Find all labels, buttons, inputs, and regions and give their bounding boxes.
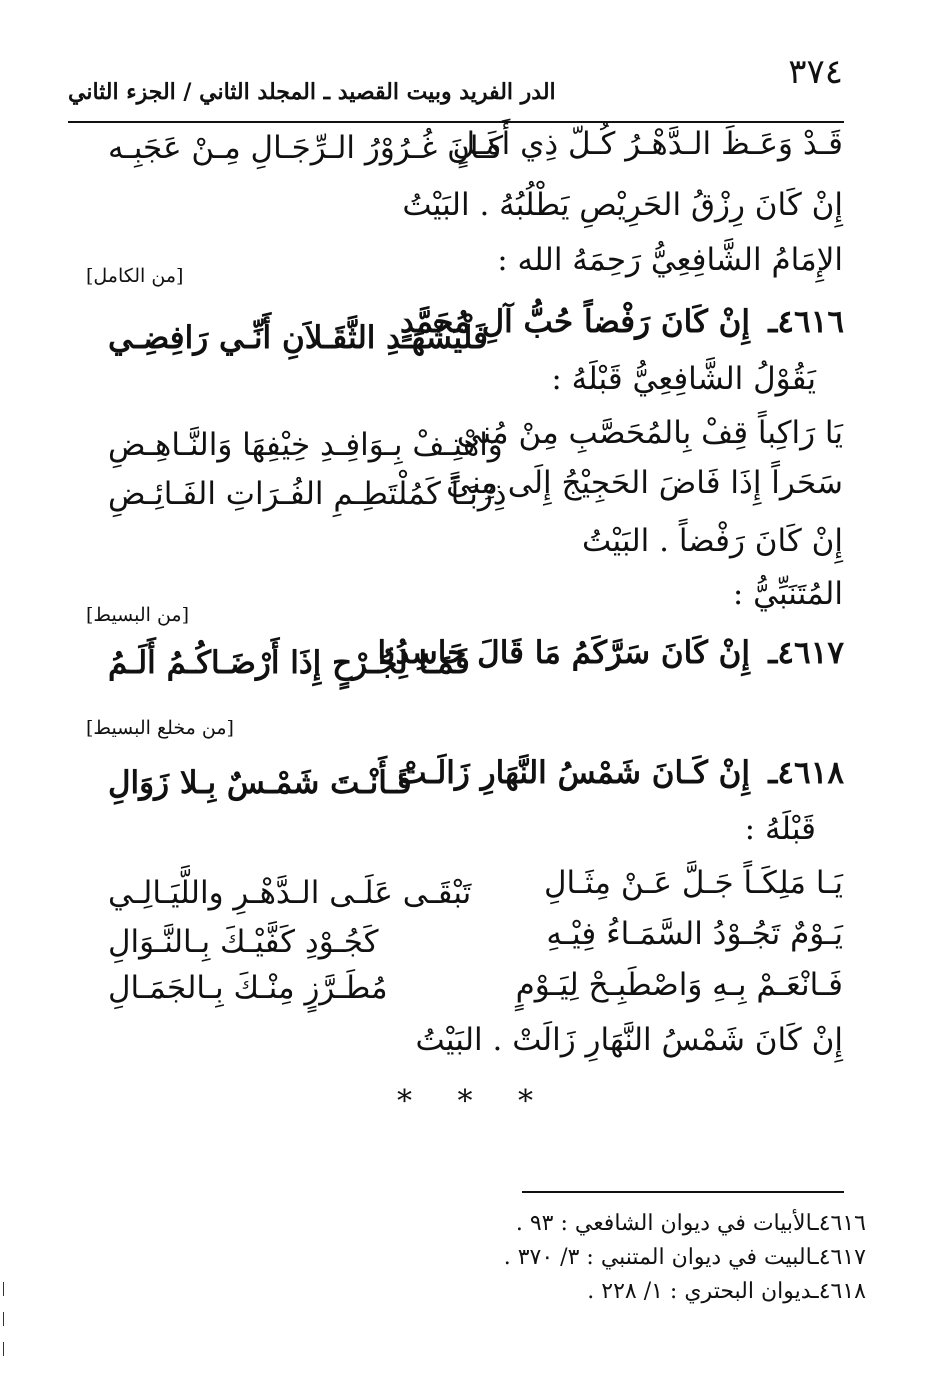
attribution-mutanabbi: المُتَنَبِّيُّ : [732,576,843,612]
verse-1-right-hemistich: قَـدْ وَعَـظَ الـدَّهْـرُ كُـلّ ذِي أَمَـلٍ [452,126,843,162]
footnote-4617: ٤٦١٧ـالبيت في ديوان المتنبي : ٣/ ٣٧٠ . [503,1245,866,1270]
meter-label: [من البسيط] [86,604,190,626]
attribution-shafii: الإِمَامُ الشَّافِعِيُّ رَحِمَهُ الله : [497,242,843,278]
intro-line: قَبْلَهُ : [744,811,816,847]
meter-label: [من مخلع البسيط] [86,717,234,739]
footnote-divider [522,1191,844,1193]
margin-mark [3,1282,4,1296]
meter-label: [من الكامل] [86,265,184,287]
verse-6-left-hemistich: كَجُـوْدِ كَفَّيْـكَ بِـالنَّـوَالِ [108,924,379,960]
section-separator-stars: * * * [396,1084,552,1119]
verse-5-left-hemistich: تَبْقَـى عَلَـى الـدَّهْـرِ واللَّيَـالِـي [108,875,472,911]
quote-line-1: إِنْ كَانَ رِزْقُ الحَرِيْصِ يَطْلُبُهُ . البَيْتُ [402,187,843,223]
verse-6-right-hemistich: يَـوْمٌ تَجُـوْدُ السَّمَـاءُ فِيْـهِ [546,916,843,952]
verse-5-right-hemistich: يَـا مَلِكَـاً جَـلَّ عَـنْ مِثَـالِ [544,865,843,901]
quote-line-2: إِنْ كَانَ رَفْضاً . البَيْتُ [582,523,843,559]
margin-mark [3,1342,4,1356]
footnote-4618: ٤٦١٨ـديوان البحتري : ١/ ٢٢٨ . [587,1279,866,1304]
quote-line-3: إِنْ كَانَ شَمْسُ النَّهَارِ زَالَتْ . البَيْتُ [415,1022,843,1058]
verse-4616-number: ٤٦١٦ـ [768,304,844,340]
running-title: الدر الفريد وبيت القصيد ـ المجلد الثاني / الجزء الثاني [68,79,556,105]
verse-4618-right-hemistich: إِنْ كَـانَ شَمْسُ النَّهَارِ زَالَـتْ [397,755,750,791]
verse-2-left-hemistich: وَاهْتِـفْ بِـوَافِـدِ خِيْفِهَا وَالنَّـاهِـضِ [108,427,503,463]
verse-4617-right-hemistich: إِنْ كَانَ سَرَّكَمُ مَا قَالَ حَاسِدُنا [377,635,750,671]
verse-4617-number: ٤٦١٧ـ [768,635,844,671]
verse-4618-number: ٤٦١٨ـ [768,755,844,791]
verse-4618-left-hemistich: فَـأَنْـتَ شَمْـسٌ بِـلا زَوَالِ [108,765,412,801]
verse-4616-right-hemistich: إِنْ كَانَ رَفْضاً حُبُّ آلِ مُحَمَّدٍ [400,304,750,340]
page-header [68,52,843,118]
verse-4617-left-hemistich: فَمَـا لِجُـرْحٍ إِذَا أَرْضَـاكُـمُ أَلَـمُ [108,645,470,681]
verse-2-right-hemistich: يَا رَاكِباً قِفْ بِالمُحَصَّبِ مِنْ مُنى [456,415,843,451]
verse-7-right-hemistich: فَـانْعَـمْ بِـهِ وَاصْطَبِـحْ لِيَـوْمٍ [515,967,843,1003]
verse-1-left-hemistich: كَـانَ غُـرُوْرُ الـرِّجَـالِ مِـنْ عَجَبِـه [108,130,504,166]
margin-mark [3,1312,4,1326]
verse-7-left-hemistich: مُطَـرَّزٍ مِنْـكَ بِـالجَمَـالِ [108,970,388,1006]
verse-3-left-hemistich: ذِرْبَـاً كَمُلْتَطِـمِ الفُـرَاتِ الفَـائِـضِ [108,476,507,512]
verse-3-right-hemistich: سَحَراً إِذَا فَاضَ الحَجِيْجُ إِلَى مِنىً [446,465,843,501]
page-number: ٣٧٤ [788,52,843,92]
footnote-4616: ٤٦١٦ـالأبيات في ديوان الشافعي : ٩٣ . [515,1211,866,1236]
intro-line: يَقُوْلُ الشَّافِعِيُّ قَبْلَهُ : [551,361,816,397]
verse-4616-left-hemistich: فَلْيَشْهَـدِ الثَّقَـلاَنِ أَنِّـي رَافِضِـي [108,320,488,356]
